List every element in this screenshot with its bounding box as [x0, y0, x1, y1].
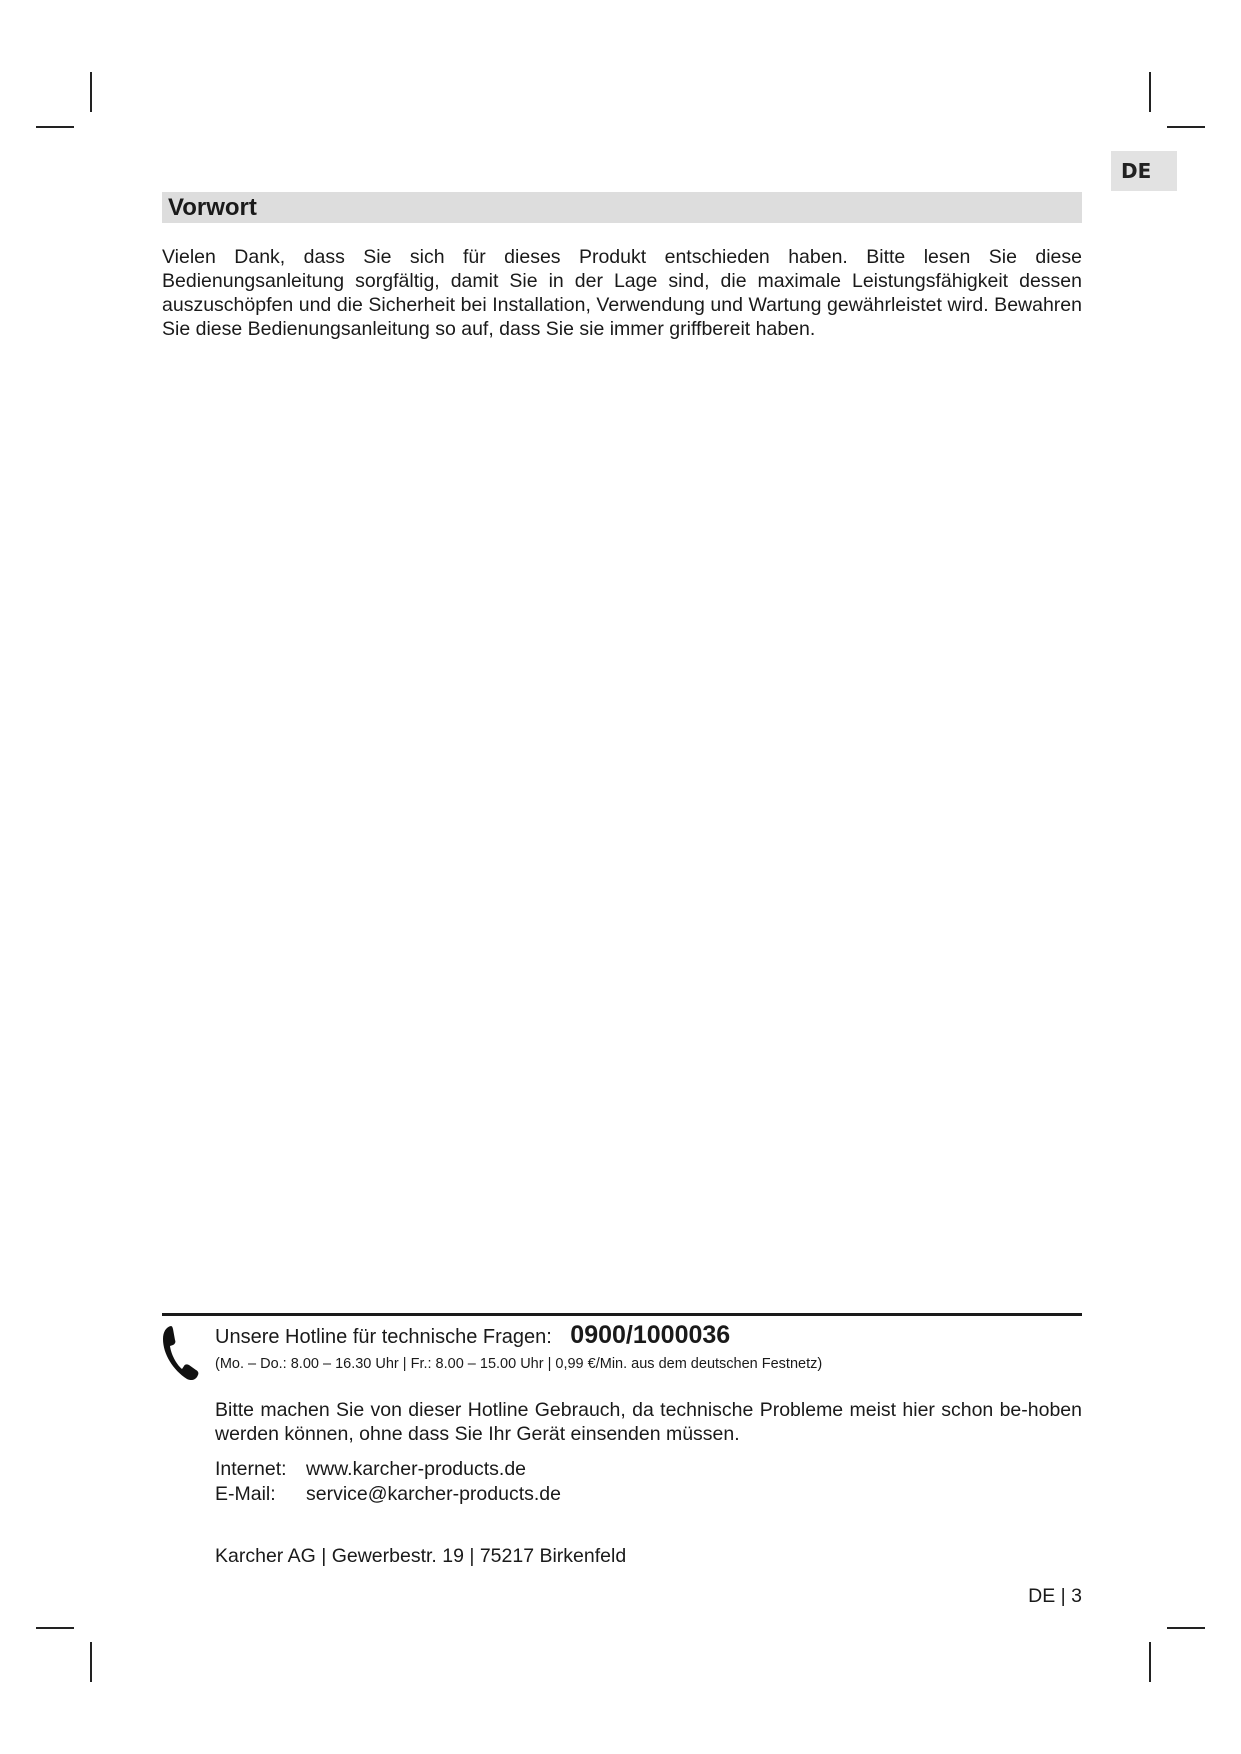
- email-link[interactable]: service@karcher-products.de: [306, 1483, 561, 1505]
- crop-mark-top-right-vertical: [1149, 72, 1151, 112]
- hotline-note: Bitte machen Sie von dieser Hotline Gebrauch, da technische Probleme meist hier schon be-hoben werden können, ohne dass Sie Ihr Gerät einsenden müssen.: [215, 1399, 1082, 1445]
- language-tab: DE: [1111, 151, 1177, 191]
- email-row: [215, 1483, 561, 1506]
- crop-mark-bottom-left-vertical: [90, 1642, 92, 1682]
- crop-mark-top-left-vertical: [90, 72, 92, 112]
- internet-label: Internet:: [215, 1458, 287, 1480]
- hotline-line: [215, 1321, 1083, 1351]
- crop-mark-top-right-horizontal: [1167, 126, 1205, 128]
- crop-mark-bottom-left-horizontal: [36, 1627, 74, 1629]
- company-address: Karcher AG | Gewerbestr. 19 | 75217 Birkenfeld: [215, 1545, 627, 1567]
- crop-mark-bottom-right-vertical: [1149, 1642, 1151, 1682]
- crop-mark-top-left-horizontal: [36, 126, 74, 128]
- hotline-number: 0900/1000036: [570, 1321, 731, 1349]
- internet-link[interactable]: www.karcher-products.de: [306, 1458, 527, 1480]
- hotline-label: Unsere Hotline für technische Fragen:: [215, 1326, 552, 1348]
- page-number: DE | 3: [1028, 1585, 1082, 1607]
- email-label: E-Mail:: [215, 1483, 276, 1505]
- internet-row: [215, 1458, 526, 1481]
- hotline-hours: (Mo. – Do.: 8.00 – 16.30 Uhr | Fr.: 8.00 – 15.00 Uhr | 0,99 €/Min. aus dem deutschen Festnetz): [215, 1356, 823, 1372]
- section-title: Vorwort: [162, 192, 1082, 223]
- hotline-divider: [162, 1313, 1082, 1316]
- crop-mark-bottom-right-horizontal: [1167, 1627, 1205, 1629]
- intro-paragraph: Vielen Dank, dass Sie sich für dieses Produkt entschieden haben. Bitte lesen Sie diese Bedienungsanleitung sorgfältig, damit Sie in der Lage sind, die maximale Leistungsfähigkeit dessen auszuschöpfen und die Sicherheit bei Installation, Verwendung und Wartung gewährleistet wird. Bewahren Sie diese Bedienungsanleitung so auf, dass Sie sie immer griffbereit haben.: [162, 246, 1082, 340]
- phone-icon: [160, 1324, 200, 1382]
